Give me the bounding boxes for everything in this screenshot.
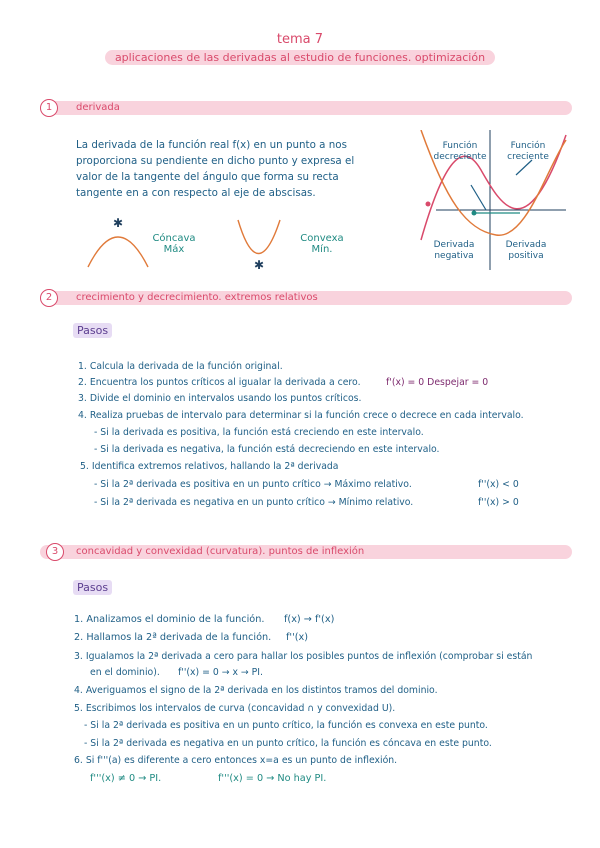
- svg-text:✱: ✱: [254, 258, 265, 272]
- derivative-definition: La derivada de la función real f(x) en un punto a nos proporciona su pendiente en dicho punto y expresa el valor de la tangente del ángulo que forma su recta tangente en a con respecto al eje de abscisas.: [76, 139, 355, 199]
- section-3-number: 3: [46, 543, 64, 561]
- section-2-title: crecimiento y decrecimiento. extremos relativos: [76, 292, 318, 303]
- s2-min-note: f''(x) > 0: [478, 497, 519, 508]
- s2-step-4a: - Si la derivada es positiva, la función está creciendo en este intervalo.: [94, 427, 424, 438]
- graph-label-top-left: Función decreciente: [433, 141, 487, 162]
- section-1-title: derivada: [76, 102, 120, 113]
- s3-step-4: 4. Averiguamos el signo de la 2ª derivada en los distintos tramos del dominio.: [74, 685, 438, 696]
- s3-step-3-note: f''(x) = 0 → x → PI.: [178, 667, 263, 678]
- s3-step-3b: en el dominio).: [90, 667, 160, 678]
- s3-step-5a: - Si la 2ª derivada es positiva en un punto crítico, la función es convexa en este punto.: [84, 720, 488, 731]
- s2-step-4b: - Si la derivada es negativa, la función está decreciendo en este intervalo.: [94, 444, 440, 455]
- section-1-number: 1: [40, 99, 58, 117]
- s3-step-2-note: f''(x): [286, 632, 309, 643]
- s2-step-5: 5. Identifica extremos relativos, hallando la 2ª derivada: [80, 461, 339, 472]
- s2-step-2-note: f'(x) = 0 Despejar = 0: [386, 377, 489, 388]
- s3-step-3: 3. Igualamos la 2ª derivada a cero para hallar los posibles puntos de inflexión (comprobar si están: [74, 651, 533, 662]
- s2-step-1: 1. Calcula la derivada de la función original.: [78, 361, 283, 372]
- s2-step-2: 2. Encuentra los puntos críticos al igualar la derivada a cero.: [78, 377, 361, 388]
- s2-step-4: 4. Realiza pruebas de intervalo para determinar si la función crece o decrece en cada intervalo.: [78, 410, 524, 421]
- s3-step-5: 5. Escribimos los intervalos de curva (concavidad ∩ y convexidad U).: [74, 703, 396, 714]
- s2-step-5b: - Si la 2ª derivada es negativa en un punto crítico → Mínimo relativo.: [94, 497, 414, 508]
- s2-step-3: 3. Divide el dominio en intervalos usando los puntos críticos.: [78, 393, 362, 404]
- s2-max-note: f''(x) < 0: [478, 479, 519, 490]
- s3-step-5b: - Si la 2ª derivada es negativa en un punto crítico, la función es cóncava en este punto.: [84, 738, 492, 749]
- section-3-title: concavidad y convexidad (curvatura). puntos de inflexión: [76, 546, 365, 557]
- section-2-number: 2: [40, 289, 58, 307]
- concave-label: Cóncava Máx: [152, 233, 196, 255]
- graph-label-top-right: Función creciente: [507, 141, 549, 162]
- s3-final-right: f'''(x) = 0 → No hay PI.: [218, 773, 327, 784]
- s3-step-6: 6. Si f'''(a) es diferente a cero entonces x=a es un punto de inflexión.: [74, 755, 398, 766]
- page-title: tema 7: [276, 32, 324, 47]
- s3-final-left: f'''(x) ≠ 0 → PI.: [90, 773, 162, 784]
- section-3-pasos: Pasos: [73, 580, 112, 595]
- svg-text:✱: ✱: [113, 216, 124, 230]
- s3-step-2: 2. Hallamos la 2ª derivada de la función.: [74, 632, 272, 643]
- convex-label: Convexa Mín.: [300, 233, 344, 255]
- section-2-pasos: Pasos: [73, 323, 112, 338]
- s2-step-5a: - Si la 2ª derivada es positiva en un punto crítico → Máximo relativo.: [94, 479, 412, 490]
- graph-label-bottom-left: Derivada negativa: [433, 240, 475, 261]
- page-subtitle: aplicaciones de las derivadas al estudio de funciones. optimización: [0, 51, 600, 64]
- s3-step-1-note: f(x) → f'(x): [284, 614, 335, 625]
- graph-label-bottom-right: Derivada positiva: [505, 240, 547, 261]
- s3-step-1: 1. Analizamos el dominio de la función.: [74, 614, 265, 625]
